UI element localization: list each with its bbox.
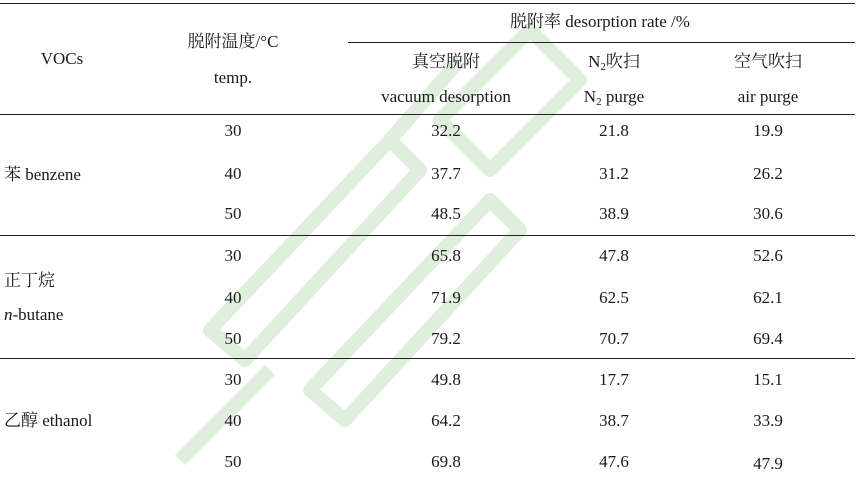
table-cell-air: 69.4: [753, 329, 783, 348]
voc-name-benzene: 苯 benzene: [4, 165, 81, 184]
table-cell-air: 62.1: [753, 288, 783, 307]
n2-en-sub: 2: [596, 96, 602, 108]
table-cell-temp: 50: [224, 204, 242, 223]
table-cell-n2: 38.7: [599, 411, 629, 430]
table-cell-vacuum: 69.8: [431, 452, 461, 471]
header-vocs: VOCs: [40, 49, 84, 68]
group1-bottom-rule: [0, 235, 855, 236]
table-cell-air: 33.9: [753, 411, 783, 430]
watermark-graphic: [60, 0, 680, 488]
voc-name-ethanol: 乙醇 ethanol: [4, 411, 93, 430]
table-cell-n2: 17.7: [599, 370, 629, 389]
table-cell-temp: 30: [224, 246, 242, 265]
header-vacuum-en: vacuum desorption: [381, 87, 511, 106]
table-cell-vacuum: 71.9: [431, 288, 461, 307]
n2-cn-base: N: [588, 52, 601, 71]
table-cell-vacuum: 32.2: [431, 121, 461, 140]
table-cell-temp: 40: [224, 164, 242, 183]
table-cell-n2: 31.2: [599, 164, 629, 183]
header-vacuum-cn: 真空脱附: [412, 52, 480, 71]
butane-italic-n: n: [4, 305, 13, 324]
header-temp-cn: 脱附温度/°C: [187, 32, 279, 51]
table-cell-vacuum: 64.2: [431, 411, 461, 430]
butane-rest: -butane: [12, 305, 64, 324]
table-cell-n2: 70.7: [599, 329, 629, 348]
table-cell-air: 19.9: [753, 121, 783, 140]
table-cell-vacuum: 37.7: [431, 164, 461, 183]
table-cell-vacuum: 48.5: [431, 204, 461, 223]
header-desorption-rate: 脱附率 desorption rate /%: [510, 12, 690, 31]
header-temp-en: temp.: [213, 68, 253, 87]
n2-en-suffix: purge: [601, 87, 645, 106]
table-cell-vacuum: 49.8: [431, 370, 461, 389]
table-cell-temp: 40: [224, 411, 242, 430]
table-cell-temp: 50: [224, 329, 242, 348]
group2-bottom-rule: [0, 358, 855, 359]
top-rule: [0, 3, 855, 4]
table-cell-n2: 21.8: [599, 121, 629, 140]
table-cell-air: 47.9: [753, 454, 783, 473]
table-cell-temp: 40: [224, 288, 242, 307]
table-cell-temp: 30: [224, 121, 242, 140]
table-cell-air: 30.6: [753, 204, 783, 223]
table-cell-n2: 62.5: [599, 288, 629, 307]
header-n2-cn: [588, 52, 640, 77]
header-air-cn: 空气吹扫: [734, 52, 802, 71]
n2-cn-suffix: 吹扫: [605, 52, 640, 71]
table-cell-temp: 30: [224, 370, 242, 389]
table-cell-n2: 47.8: [599, 246, 629, 265]
table-cell-temp: 50: [224, 452, 242, 471]
rate-underline: [348, 42, 855, 43]
n2-en-base: N: [583, 87, 597, 106]
table-cell-air: 15.1: [753, 370, 783, 389]
table-cell-vacuum: 79.2: [431, 329, 461, 348]
voc-name-butane-cn: 正丁烷: [4, 271, 55, 290]
table-cell-n2: 38.9: [599, 204, 629, 223]
header-air-en: air purge: [737, 87, 799, 106]
header-bottom-rule: [0, 114, 855, 115]
n2-cn-sub: 2: [600, 61, 606, 73]
header-n2-en: [584, 87, 644, 112]
table-cell-air: 26.2: [753, 164, 783, 183]
table-cell-vacuum: 65.8: [431, 246, 461, 265]
table-cell-n2: 47.6: [599, 452, 629, 471]
voc-name-butane-en: [4, 305, 63, 325]
table-cell-air: 52.6: [753, 246, 783, 265]
